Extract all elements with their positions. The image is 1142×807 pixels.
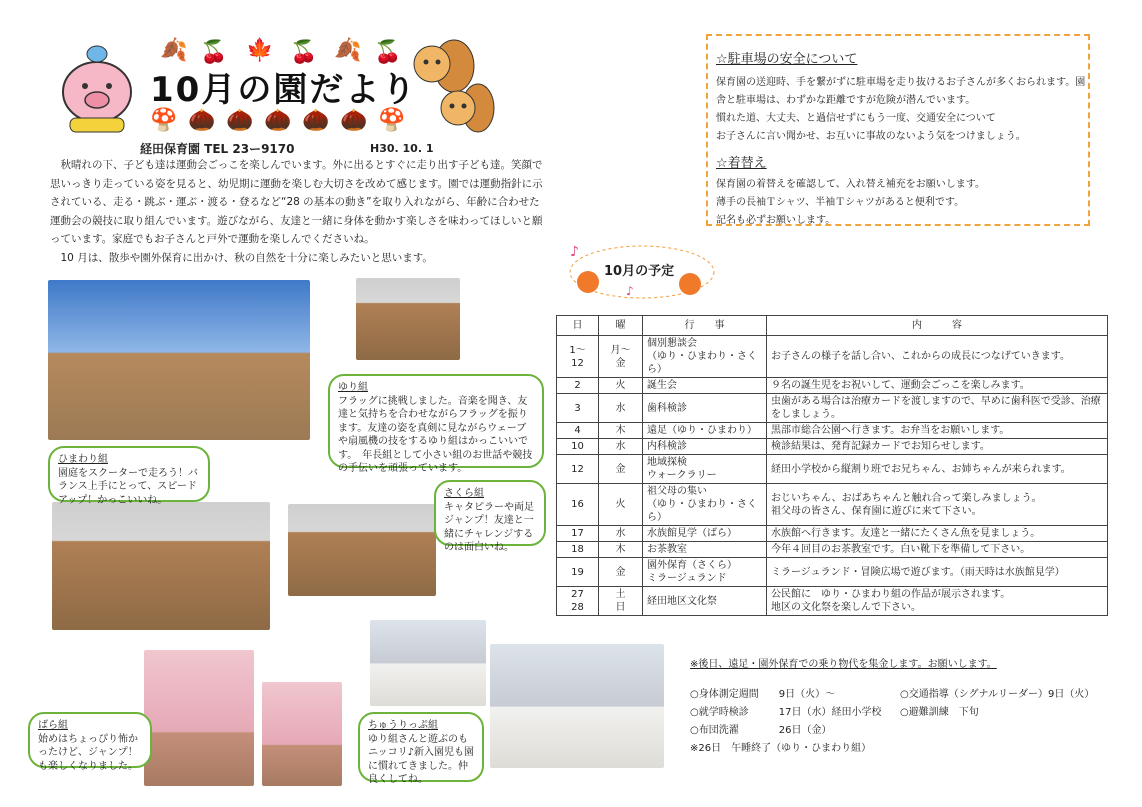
caption-himawari bbox=[48, 446, 210, 506]
cell-content: 今年４回目のお茶教室です。白い靴下を準備して下さい。 bbox=[767, 542, 1108, 558]
cell-content: おじいちゃん、おばあちゃんと触れ合って楽しみましょう。 祖父母の皆さん、保育園に遊びに来て下さい。 bbox=[767, 484, 1108, 526]
col-event: 行 事 bbox=[643, 316, 767, 336]
table-header-row bbox=[557, 316, 1108, 336]
cell-content: 水族館へ行きます。友達と一緒にたくさん魚を見ましょう。 bbox=[767, 526, 1108, 542]
clothes-text bbox=[716, 176, 985, 230]
clothes-title: ☆着替え bbox=[716, 156, 767, 171]
schedule-table bbox=[556, 315, 1108, 616]
issue-date: H30. 10. 1 bbox=[370, 142, 434, 155]
chestnut-icon: 🌰 bbox=[188, 108, 216, 133]
chestnut-icon: 🌰 bbox=[302, 108, 330, 133]
cell-event: お茶教室 bbox=[643, 542, 767, 558]
caption-heading: ゆり組 bbox=[338, 382, 368, 393]
parking-text bbox=[716, 74, 1085, 146]
caption-churippu bbox=[358, 712, 484, 785]
table-row bbox=[557, 542, 1108, 558]
photo-cart bbox=[490, 644, 664, 768]
cell-dow: 水 bbox=[599, 439, 643, 455]
table-row bbox=[557, 455, 1108, 484]
footnote: ※後日、遠足・園外保育での乗り物代を集金します。お願いします。 bbox=[690, 659, 997, 670]
cell-event: 個別懇談会 （ゆり・ひまわり・さくら） bbox=[643, 336, 767, 378]
acorn-icon: 🌰 bbox=[226, 108, 254, 133]
cell-event: 水族館見学（ばら） bbox=[643, 526, 767, 542]
photo-toy-play bbox=[370, 620, 486, 706]
table-row bbox=[557, 439, 1108, 455]
cell-dow: 木 bbox=[599, 542, 643, 558]
cherry-icon: 🍒 bbox=[374, 40, 402, 65]
cell-dow: 火 bbox=[599, 484, 643, 526]
photo-flag-dance bbox=[48, 280, 310, 440]
cell-event: 地域探検 ウォークラリー bbox=[643, 455, 767, 484]
notice-line: 記名も必ずお願いします。 bbox=[716, 215, 836, 226]
cell-dow: 土 日 bbox=[599, 587, 643, 616]
mushroom-icon: 🍄 bbox=[150, 108, 178, 133]
table-row bbox=[557, 558, 1108, 587]
notice-line: 薄手の長袖Ｔシャツ、半袖Ｔシャツがあると便利です。 bbox=[716, 197, 965, 208]
caption-heading: さくら組 bbox=[444, 488, 484, 499]
caption-body: 始めはちょっぴり怖かったけど、ジャンプ！も楽しくなりました。 bbox=[38, 733, 138, 772]
cherry-icon: 🍒 bbox=[290, 40, 318, 65]
notice-box bbox=[706, 34, 1090, 226]
cell-day: 19 bbox=[557, 558, 599, 587]
cell-day: 18 bbox=[557, 542, 599, 558]
table-row bbox=[557, 423, 1108, 439]
cell-day: 12 bbox=[557, 455, 599, 484]
cell-day: 1～ 12 bbox=[557, 336, 599, 378]
cell-day: 16 bbox=[557, 484, 599, 526]
mushroom-icon: 🍄 bbox=[378, 108, 406, 133]
col-dow: 曜 bbox=[599, 316, 643, 336]
event-item: ○避難訓練 下旬 bbox=[900, 707, 979, 718]
table-row bbox=[557, 336, 1108, 378]
cell-event: 遠足（ゆり・ひまわり） bbox=[643, 423, 767, 439]
photo-scooter bbox=[52, 502, 270, 630]
caption-body: ゆり組さんと遊ぶのもニッコリ♪新入園児も園に慣れてきました。仲良くしてね。 bbox=[368, 733, 474, 785]
event-item: ○布団洗濯 26日（金） bbox=[690, 725, 832, 736]
schedule-title: 10月の予定 bbox=[604, 264, 675, 279]
intro-paragraph: 秋晴れの下、子ども達は運動会ごっこを楽しんでいます。外に出るとすぐに走り出す子ども達。笑顔で思いっきり走っている姿を見ると、幼児期に運動を楽しむ大切さを改めて感じます。園では運動指針に示されている、走る・跳ぶ・運ぶ・渡る・登るなど“28 の基本の動き”を取り入れながら、年齢に合わせた運動会の競技に取り組んでいます。遊びながら、友達と一緒に身体を動かす楽しさを味わってほしいと願っています。家庭でもお子さんと戸外で運動を楽しんでくださいね。 bbox=[50, 159, 543, 245]
leaf-icon: 🍁 bbox=[246, 38, 274, 63]
leaf-icon: 🍂 bbox=[334, 38, 362, 63]
cell-day: 10 bbox=[557, 439, 599, 455]
col-content: 内 容 bbox=[767, 316, 1108, 336]
cell-content: お子さんの様子を話し合い、これからの成長につなげていきます。 bbox=[767, 336, 1108, 378]
page-title: 10月の園だより bbox=[150, 70, 418, 110]
cell-event: 内科検診 bbox=[643, 439, 767, 455]
event-item: ○就学時検診 17日（水）経田小学校 bbox=[690, 707, 882, 718]
cell-dow: 水 bbox=[599, 394, 643, 423]
intro-text bbox=[50, 156, 550, 267]
cell-day: 2 bbox=[557, 378, 599, 394]
caption-yuri bbox=[328, 374, 544, 474]
notice-line: お子さんに言い聞かせ、お互いに事故のないよう気をつけましょう。 bbox=[716, 131, 1026, 142]
intro-paragraph: 10 月は、散歩や園外保育に出かけ、秋の自然を十分に楽しみたいと思います。 bbox=[60, 251, 433, 264]
event-item: ○身体測定週間 9日（火）～ bbox=[690, 689, 836, 700]
cell-content: ９名の誕生児をお祝いして、運動会ごっこを楽しみます。 bbox=[767, 378, 1108, 394]
cell-day: 17 bbox=[557, 526, 599, 542]
acorn-icon: 🌰 bbox=[340, 108, 368, 133]
notice-line: 慣れた道、大丈夫、と過信せずにもう一度、交通安全について bbox=[716, 113, 996, 124]
table-row bbox=[557, 394, 1108, 423]
cell-content: 黒部市総合公園へ行きます。お弁当をお願いします。 bbox=[767, 423, 1108, 439]
cell-dow: 水 bbox=[599, 526, 643, 542]
caption-body: フラッグに挑戦しました。音楽を聞き、友達と気持ちを合わせながらフラッグを振ります。友達の姿を真剣に見ながらウェーブや扇風機の技をするゆり組はかっこいいです。 年長組として小さい組のお世話や競技の手伝いを頑張っています。 bbox=[338, 395, 533, 474]
cell-content: 検診結果は、発育記録カードでお知らせします。 bbox=[767, 439, 1108, 455]
photo-flag-practice bbox=[356, 278, 460, 360]
event-item: ※26日 午睡終了（ゆり・ひまわり組） bbox=[690, 743, 872, 754]
notice-line: 舎と駐車場は、わずかな距離ですが危険が潜んでいます。 bbox=[716, 95, 976, 106]
cell-dow: 火 bbox=[599, 378, 643, 394]
cell-dow: 月～ 金 bbox=[599, 336, 643, 378]
cell-event: 祖父母の集い （ゆり・ひまわり・さくら） bbox=[643, 484, 767, 526]
cell-event: 経田地区文化祭 bbox=[643, 587, 767, 616]
pig-mascot-icon bbox=[52, 40, 142, 136]
squirrel-mascot-icon bbox=[434, 80, 496, 136]
caption-bara bbox=[28, 712, 152, 772]
photo-caterpillar bbox=[288, 504, 436, 596]
cell-event: 歯科検診 bbox=[643, 394, 767, 423]
col-day: 日 bbox=[557, 316, 599, 336]
caption-body: キャタピラーや両足ジャンプ！友達と一緒にチャレンジするのは面白いね。 bbox=[444, 501, 534, 553]
table-row bbox=[557, 378, 1108, 394]
photo-jump-1 bbox=[144, 650, 254, 786]
music-note-icon: ♪ bbox=[626, 284, 634, 298]
caption-heading: ばら組 bbox=[38, 720, 68, 731]
cell-content: 公民館に ゆり・ひまわり組の作品が展示されます。 地区の文化祭を楽しんで下さい。 bbox=[767, 587, 1108, 616]
cell-dow: 金 bbox=[599, 455, 643, 484]
event-item: ○交通指導（シグナルリーダー）9日（火） bbox=[900, 689, 1095, 700]
table-row bbox=[557, 484, 1108, 526]
caption-body: 園庭をスクーターで走ろう！バランス上手にとって、スピードアップ！かっこいいね。 bbox=[58, 467, 198, 506]
cell-content: 虫歯がある場合は治療カードを渡しますので、早めに歯科医で受診、治療をしましょう。 bbox=[767, 394, 1108, 423]
notice-line: 保育園の着替えを確認して、入れ替え補充をお願いします。 bbox=[716, 179, 985, 190]
cell-day: 27 28 bbox=[557, 587, 599, 616]
photo-jump-2 bbox=[262, 682, 342, 786]
cell-dow: 金 bbox=[599, 558, 643, 587]
caption-heading: ちゅうりっぷ組 bbox=[368, 720, 438, 731]
parking-title: ☆駐車場の安全について bbox=[716, 52, 858, 67]
caption-sakura bbox=[434, 480, 546, 553]
caption-heading: ひまわり組 bbox=[58, 454, 108, 465]
cell-content: 経田小学校から縦割り班でお兄ちゃん、お姉ちゃんが来られます。 bbox=[767, 455, 1108, 484]
cell-event: 誕生会 bbox=[643, 378, 767, 394]
cell-dow: 木 bbox=[599, 423, 643, 439]
cell-day: 3 bbox=[557, 394, 599, 423]
chestnut-icon: 🌰 bbox=[264, 108, 292, 133]
table-row bbox=[557, 587, 1108, 616]
cell-day: 4 bbox=[557, 423, 599, 439]
cherry-icon: 🍒 bbox=[200, 40, 228, 65]
table-row bbox=[557, 526, 1108, 542]
notice-line: 保育園の送迎時、手を繋がずに駐車場を走り抜けるお子さんが多くおられます。園 bbox=[716, 77, 1086, 88]
cell-event: 園外保育（さくら） ミラージュランド bbox=[643, 558, 767, 587]
school-name: 経田保育園 TEL 23ー9170 bbox=[140, 142, 295, 156]
cell-content: ミラージュランド・冒険広場で遊びます。（雨天時は水族館見学） bbox=[767, 558, 1108, 587]
leaf-icon: 🍂 bbox=[160, 38, 188, 63]
music-note-icon: ♪ bbox=[570, 244, 579, 260]
